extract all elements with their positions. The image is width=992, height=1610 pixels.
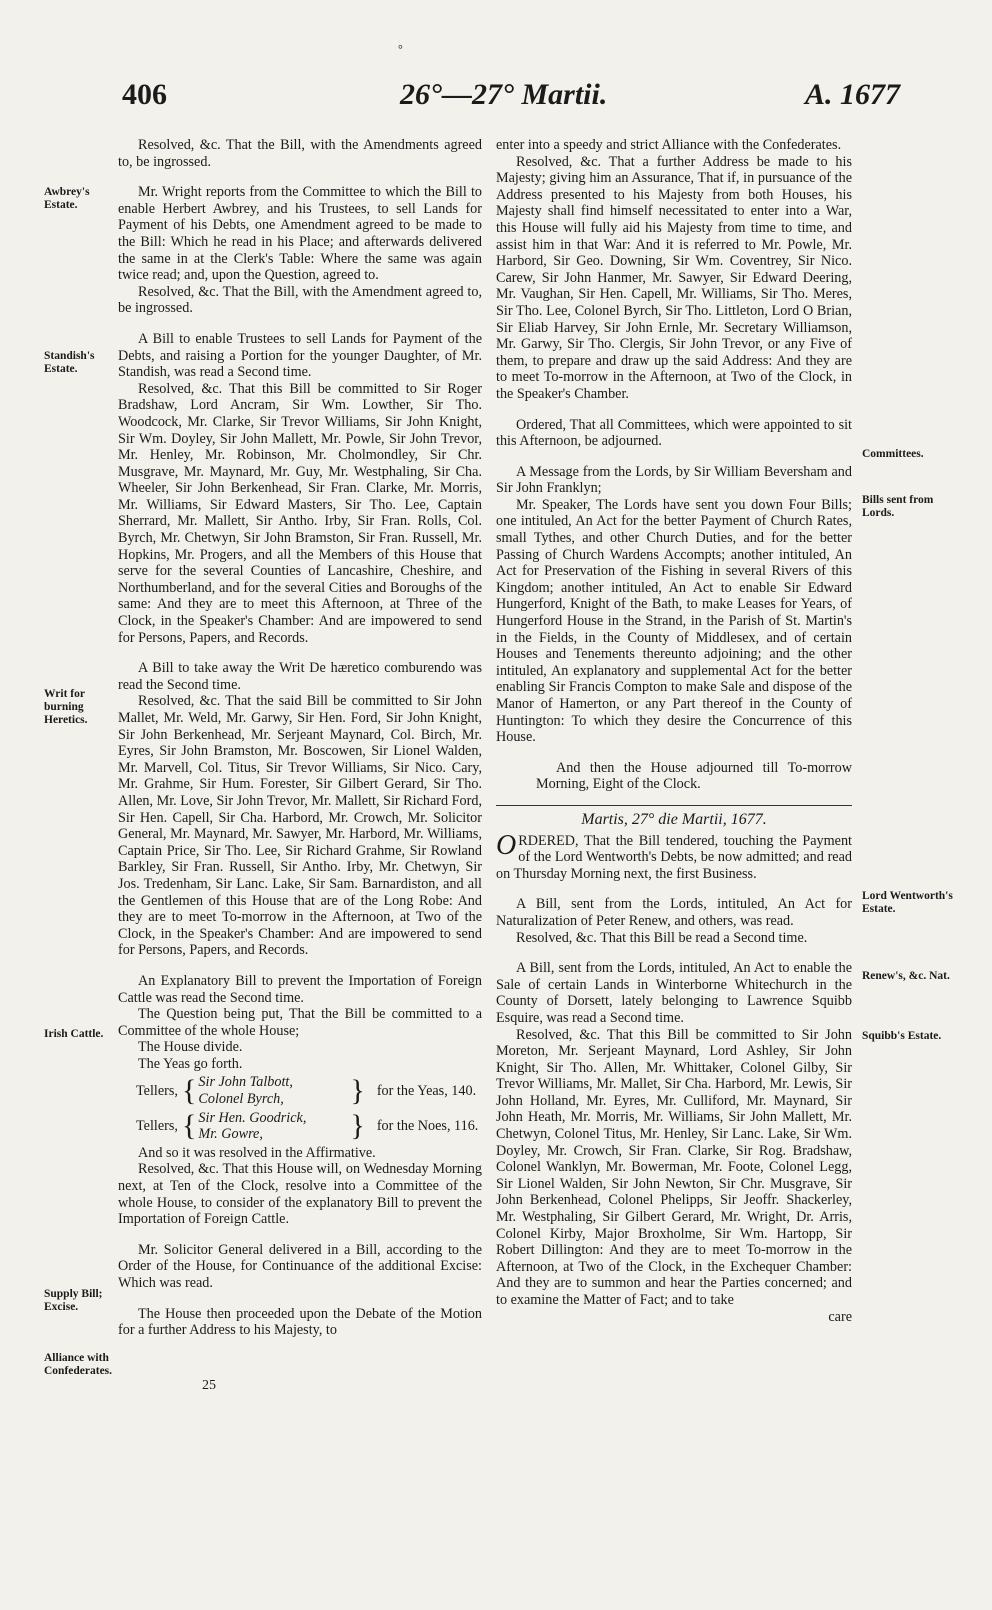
- page-date-header: 26°—27° Martii.: [400, 78, 608, 111]
- sidenote-irish-cattle: Irish Cattle.: [44, 1028, 104, 1040]
- paragraph: The Question being put, That the Bill be committed to a Committee of the whole House;: [118, 1006, 482, 1039]
- paragraph: And so it was resolved in the Affirmative.: [138, 1144, 376, 1161]
- paragraph: Resolved, &c. That this Bill be committed to Sir John Moreton, Mr. Serjeant Maynard, Lord Ashley, Sir John Knight, Sir Tho. Allen, Mr. Whittaker, Colonel Gilby, Sir Trevor Williams, Mr. Mallet, Sir Cha. Harbord, Mr. Lewis, Sir John Holland, Mr. Eyres, Mr. Culliford, Mr. Maynard, Sir John Heath, Mr. Morris, Mr. Williams, Sir John Mallett, Mr. Chetwyn, Colonel Titus, Mr. Henley, Sir Lanc. Lake, Sir Wm. Doyley, Mr. Crowch, Sir Fran. Clarke, Sir Rog. Bradshaw, Colonel Wanklyn, Mr. Bowerman, Mr. Foote, Colonel Legg, Sir Lionel Walden, Sir John Newton, Sir Chr. Musgrave, Sir John Berkenhead, Colonel Phelipps, Sir Jeoffr. Shackerley, Mr. Westphaling, Sir Gilbert Gerard, Mr. Wright, Dr. Arris, Colonel Kirby, Major Broxholme, Sir Wm. Hartopp, Sir Robert Dillington: And they are to meet To-morrow in the Afternoon, at Two of the Clock, in the Exchequer Chamber: And they are to summon and hear the Parties concerned; and to examine the Matter of Fact; and to take: [496, 1026, 852, 1308]
- paragraph: Ordered, That all Committees, which were appointed to sit this Afternoon, be adjourned.: [496, 416, 852, 450]
- paragraph: Mr. Wright reports from the Committee to which the Bill to enable Herbert Awbrey, and his Trustees, to sell Lands for Payment of his Debts, one Amendment agreed to be made to the Bill: Which he read in his Place; and afterwards delivered the same in at the Clerk's Table: Where the same was again twice read; and, upon the Question, agreed to.: [118, 184, 482, 284]
- paragraph: A Bill to take away the Writ De hæretico comburendo was read the Second time.: [118, 660, 482, 693]
- paragraph: An Explanatory Bill to prevent the Importation of Foreign Cattle was read the Second time.: [118, 972, 482, 1006]
- dateline: Martis, 27° die Martii, 1677.: [581, 810, 767, 828]
- paragraph: A Bill, sent from the Lords, intituled, An Act to enable the Sale of certain Lands in Winterborne Whitechurch in the County of Dorsett, lately belonging to Lawrence Squibb Esquire, was read a Second time.: [496, 960, 852, 1026]
- sidenote-supply-bill: Supply Bill; Excise.: [44, 1288, 103, 1313]
- paragraph: A Message from the Lords, by Sir William Beversham and Sir John Franklyn;: [496, 463, 852, 497]
- tellers-label: Tellers,: [136, 1082, 178, 1099]
- left-column: [118, 137, 482, 1339]
- paragraph: A Bill, sent from the Lords, intituled, An Act for Naturalization of Peter Renew, and others, was read.: [496, 896, 852, 929]
- right-column: [496, 137, 852, 1325]
- yeas-result: for the Yeas, 140.: [376, 1082, 477, 1099]
- sidenote-awbrey: Awbrey's Estate.: [44, 186, 90, 211]
- teller-name: Mr. Gowre,: [198, 1126, 263, 1143]
- paragraph: Resolved, &c. That the said Bill be committed to Sir John Mallet, Mr. Weld, Mr. Garwy, Sir Hen. Ford, Sir John Knight, Sir John Berkenhead, Mr. Serjeant Maynard, Col. Birch, Mr. Eyres, Sir John Bramston, Mr. Boscowen, Sir Lionel Walden, Mr. Marvell, Col. Titus, Sir Trevor Williams, Sir Nico. Cary, Mr. Grahme, Sir Hum. Forester, Sir Gilbert Gerard, Sir Tho. Allen, Mr. Love, Sir John Trevor, Mr. Mallett, Sir Richard Ford, Sir Hen. Capell, Sir Cha. Harbord, Mr. Crowch, Mr. Solicitor General, Mr. Maynard, Mr. Sawyer, Mr. Harbord, Mr. Williams, Captain Price, Sir Tho. Lee, Sir Richard Grahme, Sir Rowland Barkley, Sir Fran. Russell, Sir Antho. Irby, Mr. Chetwyn, Sir Jos. Tredenham, Sir Lanc. Lake, Sir Sam. Barnardiston, and all the Gentlemen of this House that are of the Long Robe: And they are to meet To-morrow in the Afternoon, at Two of the Clock, in the Speaker's Chamber: And are impowered to send for Persons, Papers, and Records.: [118, 693, 482, 959]
- signature-mark: 25: [202, 1378, 216, 1393]
- teller-name: Sir Hen. Goodrick,: [198, 1109, 307, 1126]
- section-divider: [496, 805, 852, 806]
- teller-name: Sir John Talbott,: [198, 1074, 293, 1091]
- paragraph: Resolved, &c. That the Bill, with the Amendment agreed to, be ingrossed.: [118, 283, 482, 317]
- tellers-noes: Tellers, { Sir Hen. Goodrick, Mr. Gowre, } for the Noes, 116.: [136, 1109, 479, 1143]
- paragraph: Mr. Solicitor General delivered in a Bill, according to the Order of the House, for Continuance of the additional Excise: Which was read.: [118, 1241, 482, 1291]
- paragraph: enter into a speedy and strict Alliance with the Confederates.: [496, 137, 842, 153]
- sidenote-renew: Renew's, &c. Nat.: [862, 970, 950, 982]
- paragraph: A Bill to enable Trustees to sell Lands for Payment of the Debts, and raising a Portion for the younger Daughter, of Mr. Standish, was read a Second time.: [118, 330, 482, 381]
- paragraph: Resolved, &c. That a further Address be made to his Majesty; giving him an Assurance, That if, in pursuance of the Address presented to his Majesty from both Houses, his Majesty shall find himself necessitated to enter into a War, this House will fully aid his Majesty from time to time, and assist him in that War: And it is referred to Mr. Powle, Mr. Harbord, Sir Geo. Downing, Sir Wm. Coventrey, Sir Nico. Carew, Sir John Hanmer, Mr. Sawyer, Sir Edward Deering, Mr. Vaughan, Sir Hen. Capell, Mr. Williams, Sir Tho. Meres, Sir Tho. Lee, Colonel Byrch, Sir Tho. Littleton, Lord O Brian, Sir Eliab Harvey, Sir John Ernle, Mr. Secretary Williamson, Mr. Garwy, Sir Tho. Clergis, Sir John Trevor, or any Five of them, to prepare and draw up the said Address: And they are to meet To-morrow in the Afternoon, at Two of the Clock, in the Speaker's Chamber.: [496, 153, 852, 402]
- paragraph: Resolved, &c. That this Bill be read a Second time.: [516, 929, 808, 946]
- sidenote-wentworth: Lord Wentworth's Estate.: [862, 890, 953, 915]
- paragraph: Resolved, &c. That the Bill, with the Amendments agreed to, be ingrossed.: [118, 137, 482, 170]
- page-number: 406: [122, 78, 167, 111]
- paragraph: The House then proceeded upon the Debate of the Motion for a further Address to his Majesty, to: [118, 1305, 482, 1339]
- drop-cap: O: [496, 829, 517, 861]
- paragraph: The House divide.: [138, 1039, 243, 1056]
- sidenote-bills-sent: Bills sent from Lords.: [862, 494, 934, 519]
- adjournment: And then the House adjourned till To-morrow Morning, Eight of the Clock.: [536, 759, 852, 793]
- page-year: A. 1677: [804, 78, 900, 111]
- sidenote-writ: Writ for burning Heretics.: [44, 688, 88, 726]
- paragraph: Mr. Speaker, The Lords have sent you down Four Bills; one intituled, An Act for the better Payment of Church Rates, small Tythes, and other Church Duties, and for the better Passing of Church Wardens Accompts; another intituled, An Act for Preservation of the Fishing in several Rivers of this Kingdom; another intituled, An Act to enable Sir Edward Hungerford, Knight of the Bath, to make Leases for Years, of Hungerford House in the Strand, in the Parish of St. Martin's in the Fields, in the County of Middlesex, and of certain Houses and Tenements thereunto adjoining; and the other intituled, An explanatory and supplemental Act for the better enabling Sir Francis Compton to make Sale and dispose of the Manor of Hamerton, or any Part thereof in the County of Huntington: To which they desire the Concurrence of this House.: [496, 496, 852, 746]
- paragraph: Resolved, &c. That this Bill be committed to Sir Roger Bradshaw, Lord Ancram, Sir Wm. Lowther, Sir Tho. Woodcock, Mr. Clarke, Sir Trevor Williams, Sir John Knight, Sir Wm. Doyley, Sir John Mallett, Mr. Powle, Sir John Trevor, Mr. Henley, Mr. Robinson, Mr. Cholmondley, Sir Chr. Musgrave, Mr. Maynard, Mr. Guy, Mr. Westphaling, Sir Cha. Wheeler, Sir John Berkenhead, Sir Fran. Clarke, Mr. Morris, Mr. Williams, Sir Edward Masters, Sir Tho. Lee, Captain Sherrard, Mr. Mallett, Sir Antho. Irby, Sir Fran. Rolls, Col. Byrch, Mr. Chetwyn, Sir John Bramston, Sir Fran. Russell, Mr. Hopkins, Mr. Progers, and all the Members of this House that serve for the several Counties of Lancashire, Cheshire, and Northumberland, and for the several Cities and Boroughs of the same: And they are to meet this Afternoon, at Three of the Clock, in the Speaker's Chamber: And are impowered to send for Persons, Papers, and Records.: [118, 380, 482, 646]
- sidenote-squibb: Squibb's Estate.: [862, 1030, 942, 1042]
- paragraph: ORDERED, That the Bill tendered, touching the Payment of the Lord Wentworth's Debts, be now admitted; and read on Thursday Morning next, the first Business.: [496, 829, 852, 882]
- teller-name: Colonel Byrch,: [198, 1091, 284, 1108]
- tellers-yeas: Tellers, { Sir John Talbott, Colonel Byrch, } for the Yeas, 140.: [136, 1074, 477, 1108]
- paragraph: The Yeas go forth.: [138, 1055, 243, 1072]
- tellers-label: Tellers,: [136, 1117, 178, 1134]
- sidenote-standish: Standish's Estate.: [44, 350, 95, 375]
- catchword: care: [828, 1308, 852, 1325]
- noes-result: for the Noes, 116.: [376, 1117, 479, 1134]
- sidenote-committees: Committees.: [862, 448, 924, 460]
- journal-page: ° 406 26°—27° Martii. A. 1677 Awbrey's Estate. Standish's Estate. Writ for burning Heretics. Irish Cattle. Supply Bill; Excise. Alliance with Confederates. Committees. Bills sent from Lords. Lord Wentworth's Estate. Renew's, &c. Nat. Squibb's Estate. Resolved, &c. That the Bill, with the Amendments agreed to, be ingrossed. Mr. Wright reports from the Committee to which the Bill to enable Herbert Awbrey, and his Trustees, to sell Lands for Payment of his Debts, one Amendment agreed to be made to the Bill: Which he read in his Place; and afterwards delivered the same in at the Clerk's Table: Where the same was again twice read; and, upon the Question, agreed to. Resolved, &c. That the Bill, with the Amendment agreed to, be ingrossed. A Bill to enable Trustees to sell Lands for Payment of the Debts, and raising a Portion for the younger Daughter, of Mr. Standish, was read a Second time. Resolved, &c. That this Bill be committed to Sir Roger Bradshaw, Lord Ancram, Sir Wm. Lowther, Sir Tho. Woodcock, Mr. Clarke, Sir Trevor Williams, Sir John Knight, Sir Wm. Doyley, Sir John Mallett, Mr. Powle, Sir John Trevor, Mr. Henley, Mr. Robinson, Mr. Cholmondley, Sir Chr. Musgrave, Mr. Maynard, Mr. Guy, Mr. Westphaling, Sir Cha. Wheeler, Sir John Berkenhead, Sir Fran. Clarke, Mr. Morris, Mr. Williams, Sir Edward Masters, Sir Tho. Lee, Captain Sherrard, Mr. Mallett, Sir Antho. Irby, Sir Fran. Rolls, Col. Byrch, Mr. Chetwyn, Sir John Bramston, Sir Fran. Russell, Mr. Hopkins, Mr. Progers, and all the Members of this House that serve for the several Counties of Lancashire, Cheshire, and Northumberland, and for the several Cities and Boroughs of the same: And they are to meet this Afternoon, at Three of the Clock, in the Speaker's Chamber: And are impowered to send for Persons, Papers, and Records. A Bill to take away the Writ De hæretico comburendo was read the Second time. Resolved, &c. That the said Bill be committed to Sir John Mallet, Mr. Weld, Mr. Garwy, Sir Hen. Ford, Sir John Knight, Sir John Berkenhead, Mr. Serjeant Maynard, Col. Birch, Mr. Eyres, Sir John Bramston, Mr. Boscowen, Sir Lionel Walden, Mr. Marvell, Col. Titus, Sir Trevor Williams, Sir Nico. Cary, Mr. Grahme, Sir Hum. Forester, Sir Gilbert Gerard, Sir Tho. Allen, Mr. Love, Sir John Trevor, Mr. Mallett, Sir Richard Ford, Sir Hen. Capell, Sir Cha. Harbord, Mr. Crowch, Mr. Solicitor General, Mr. Maynard, Mr. Sawyer, Mr. Harbord, Mr. Williams, Captain Price, Sir Tho. Lee, Sir Richard Grahme, Sir Rowland Barkley, Sir Fran. Russell, Sir Antho. Irby, Mr. Chetwyn, Sir Jos. Tredenham, Sir Lanc. Lake, Sir Sam. Barnardiston, and all the Gentlemen of this House that are of the Long Robe: And they are to meet To-morrow in the Afternoon, at Two of the Clock, in the Speaker's Chamber: And are impowered to send for Persons, Papers, and Records. An Explanatory Bill to prevent the Importation of Foreign Cattle was read the Second time. The Question being put, That the Bill be committed to a Committee of the whole House; The House divide. The Yeas go forth. Tellers, { Sir John Talbott, Colonel Byrch, } for the Yeas, 140. Tellers, { Sir Hen. Goodrick, Mr. Gowre, } for the Noes, 116. And so it was resolved in the Affirmative. Resolved, &c. That this House will, on Wednesday Morning next, at Ten of the Clock, resolve into a Committee of the whole House, to consider of the explanatory Bill to prevent the Importation of Foreign Cattle. Mr. Solicitor General delivered in a Bill, according to the Order of the House, for Continuance of the additional Excise: Which was read. The House then proceeded upon the Debate of the Motion for a further Address to his Majesty, to 25 enter into a speedy and strict Alliance with the Confederates. Resolved, &c. That a further Address be made to his Majesty; giving him an Assurance, That if, in pursuance of the Address presented to his Majesty from both Houses, his Majesty shall find himself necessitated to enter into a War, this House will fully aid his Majesty from time to time, and assist him in that War: And it is referred to Mr. Powle, Mr. Harbord, Sir Geo. Downing, Sir Wm. Coventrey, Sir Nico. Carew, Sir John Hanmer, Mr. Sawyer, Sir Edward Deering, Mr. Vaughan, Sir Hen. Capell, Mr. Williams, Sir Tho. Meres, Sir Tho. Lee, Colonel Byrch, Sir Tho. Littleton, Lord O Brian, Sir Eliab Harvey, Sir John Ernle, Mr. Secretary Williamson, Mr. Garwy, Sir Tho. Clergis, Sir John Trevor, or any Five of them, to prepare and draw up the said Address: And they are to meet To-morrow in the Afternoon, at Two of the Clock, in the Speaker's Chamber. Ordered, That all Committees, which were appointed to sit this Afternoon, be adjourned. A Message from the Lords, by Sir William Beversham and Sir John Franklyn; Mr. Speaker, The Lords have sent you down Four Bills; one intituled, An Act for the better Payment of Church Rates, small Tythes, and other Church Duties, and for the better Passing of Church Wardens Accompts; another intituled, An Act for Preservation of the Fishing in several Rivers of this Kingdom; another intituled, An Act to enable Sir Edward Hungerford, Knight of the Bath, to make Leases for Years, of Hungerford House in the Strand, in the Parish of St. Martin's in the Fields, in the County of Middlesex, and of certain Houses and Tenements thereunto adjoining; and the other intituled, An explanatory and supplemental Act for the better enabling Sir Francis Compton to make Sale and dispose of the Manor of Hamerton, or any Part thereof in the County of Huntington: To which they desire the Concurrence of this House. And then the House adjourned till To-morrow Morning, Eight of the Clock. Martis, 27° die Martii, 1677. ORDERED, That the Bill tendered, touching the Payment of the Lord Wentworth's Debts, be now admitted; and read on Thursday Morning next, the first Business. A Bill, sent from the Lords, intituled, An Act for Naturalization of Peter Renew, and others, was read. Resolved, &c. That this Bill be read a Second time. A Bill, sent from the Lords, intituled, An Act to enable the Sale of certain Lands in Winterborne Whitechurch in the County of Dorsett, lately belonging to Lawrence Squibb Esquire, was read a Second time. Resolved, &c. That this Bill be committed to Sir John Moreton, Mr. Serjeant Maynard, Lord Ashley, Sir John Knight, Sir Tho. Allen, Mr. Whittaker, Colonel Gilby, Sir Trevor Williams, Mr. Mallet, Sir Cha. Harbord, Mr. Lewis, Sir John Holland, Mr. Eyres, Mr. Culliford, Mr. Maynard, Sir John Heath, Mr. Morris, Mr. Williams, Sir John Mallett, Mr. Chetwyn, Colonel Titus, Mr. Henley, Sir Lanc. Lake, Sir Wm. Doyley, Mr. Crowch, Sir Fran. Clarke, Sir Rog. Bradshaw, Colonel Wanklyn, Mr. Bowerman, Mr. Foote, Colonel Legg, Sir Lionel Walden, Sir John Newton, Sir Chr. Musgrave, Sir John Berkenhead, Colonel Phelipps, Sir Jeoffr. Shackerley, Mr. Westphaling, Sir Gilbert Gerard, Mr. Wright, Dr. Arris, Colonel Kirby, Major Broxholme, Sir Wm. Hartopp, Sir Robert Dillington: And they are to meet To-morrow in the Afternoon, at Two of the Clock, in the Exchequer Chamber: And they are to summon and hear the Parties concerned; and to examine the Matter of Fact; and to take care: [0, 0, 992, 1610]
- paragraph: Resolved, &c. That this House will, on Wednesday Morning next, at Ten of the Clock, resolve into a Committee of the whole House, to consider of the explanatory Bill to prevent the Importation of Foreign Cattle.: [118, 1161, 482, 1228]
- sidenote-alliance: Alliance with Confederates.: [44, 1352, 113, 1377]
